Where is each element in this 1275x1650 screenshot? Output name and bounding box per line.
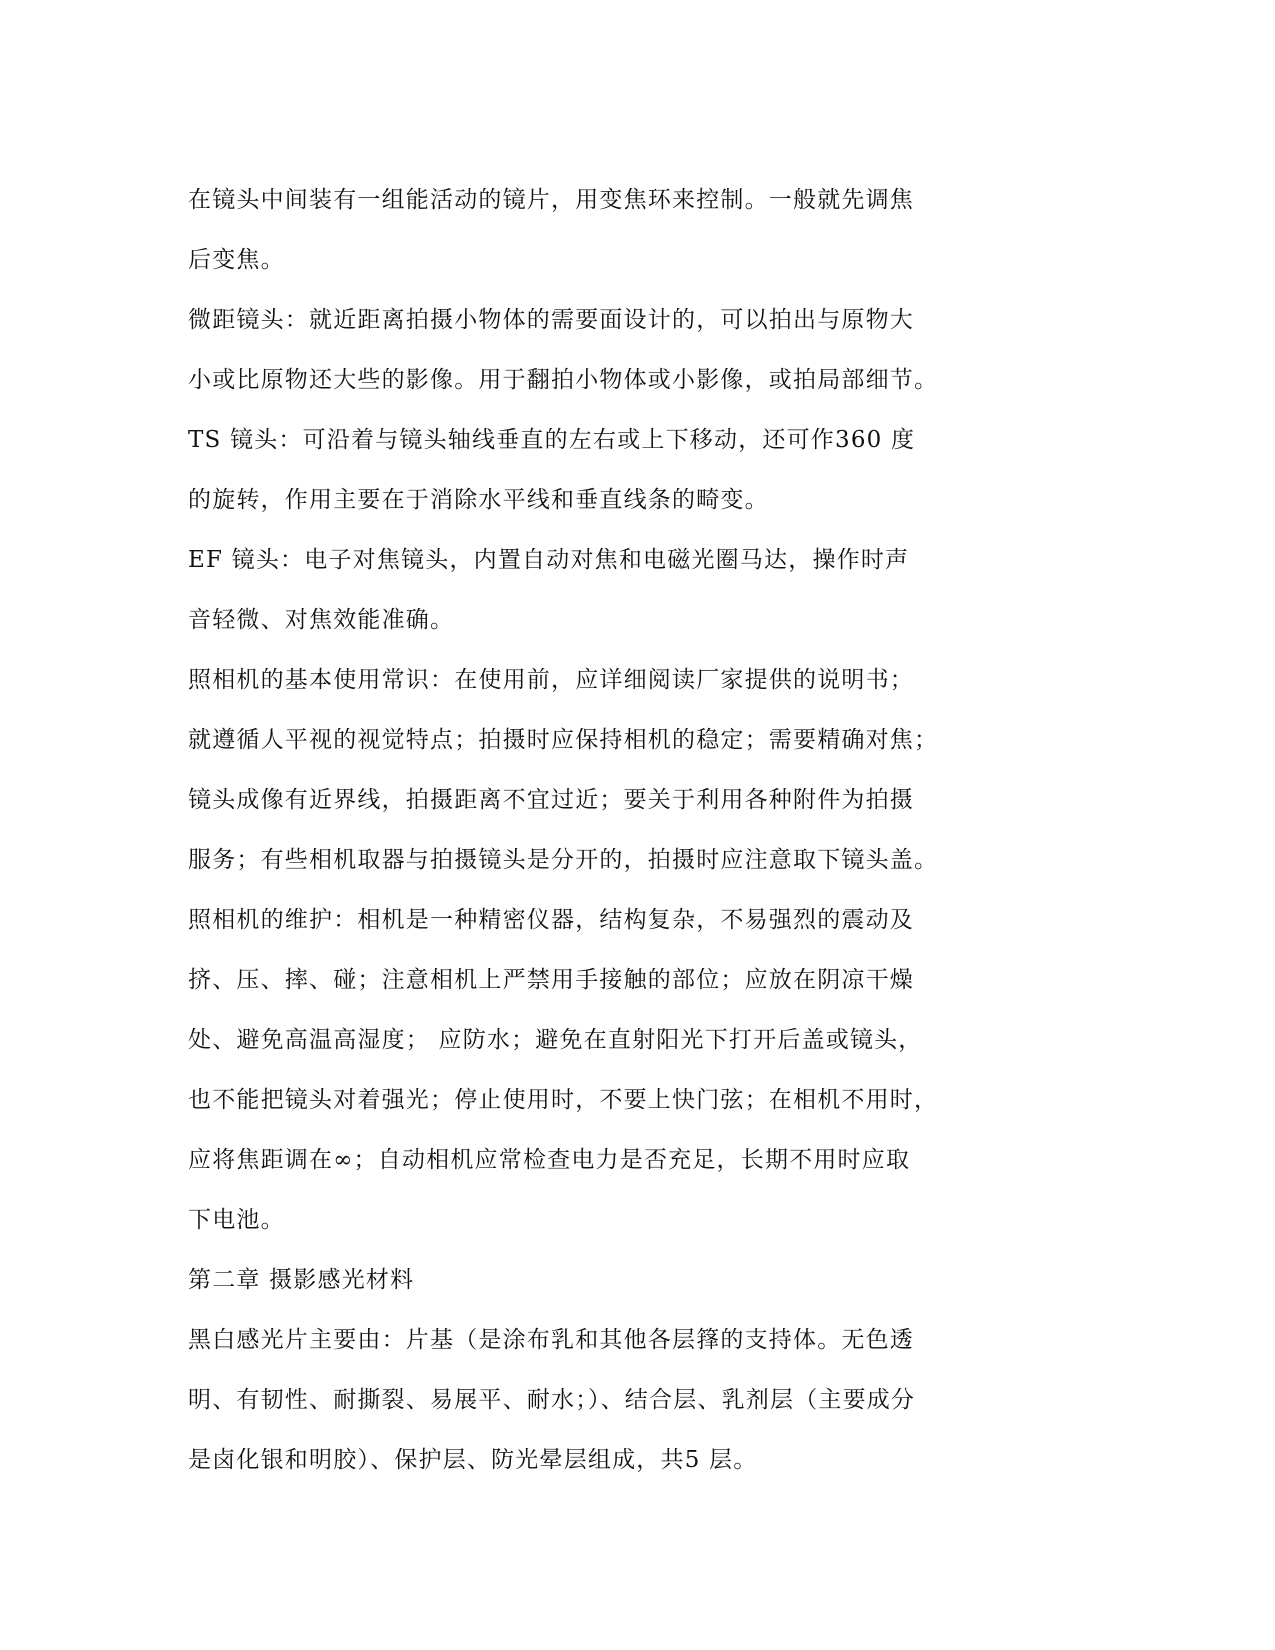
text-line: 处、避免高温高湿度； 应防水；避免在直射阳光下打开后盖或镜头， bbox=[188, 1027, 923, 1053]
text-line: EF 镜头：电子对焦镜头，内置自动对焦和电磁光圈马达，操作时声 bbox=[188, 547, 910, 573]
text-line: 明、有韧性、耐撕裂、易展平、耐水；）、结合层、乳剂层（主要成分 bbox=[188, 1387, 916, 1413]
text-line: 镜头成像有近界线，拍摄距离不宜过近；要关于利用各种附件为拍摄 bbox=[188, 787, 914, 813]
text-line: 小或比原物还大些的影像。用于翻拍小物体或小影像，或拍局部细节。 bbox=[188, 367, 939, 393]
text-line: TS 镜头：可沿着与镜头轴线垂直的左右或上下移动，还可作360 度 bbox=[188, 427, 916, 453]
text-line: 就遵循人平视的视觉特点；拍摄时应保持相机的稳定；需要精确对焦； bbox=[188, 727, 939, 753]
text-line: 是卤化银和明胶）、保护层、防光晕层组成，共5 层。 bbox=[188, 1447, 758, 1473]
chapter-heading: 第二章 摄影感光材料 bbox=[188, 1267, 415, 1293]
text-line: 微距镜头：就近距离拍摄小物体的需要面设计的，可以拍出与原物大 bbox=[188, 307, 914, 333]
text-line: 照相机的基本使用常识：在使用前，应详细阅读厂家提供的说明书； bbox=[188, 667, 914, 693]
text-line: 挤、压、摔、碰；注意相机上严禁用手接触的部位；应放在阴凉干燥 bbox=[188, 967, 914, 993]
text-line: 服务；有些相机取器与拍摄镜头是分开的，拍摄时应注意取下镜头盖。 bbox=[188, 847, 939, 873]
text-line: 在镜头中间装有一组能活动的镜片，用变焦环来控制。一般就先调焦 bbox=[188, 187, 914, 213]
text-line: 应将焦距调在∞；自动相机应常检查电力是否充足，长期不用时应取 bbox=[188, 1147, 911, 1173]
text-line: 音轻微、对焦效能准确。 bbox=[188, 607, 455, 633]
text-line: 后变焦。 bbox=[188, 247, 285, 273]
text-line: 下电池。 bbox=[188, 1207, 285, 1233]
text-line: 黑白感光片主要由：片基（是涂布乳和其他各层箨的支持体。无色透 bbox=[188, 1327, 914, 1353]
text-line: 照相机的维护：相机是一种精密仪器，结构复杂，不易强烈的震动及 bbox=[188, 907, 914, 933]
text-line: 的旋转，作用主要在于消除水平线和垂直线条的畸变。 bbox=[188, 487, 769, 513]
text-line: 也不能把镜头对着强光；停止使用时，不要上快门弦；在相机不用时， bbox=[188, 1087, 939, 1113]
body-text bbox=[188, 170, 968, 1490]
